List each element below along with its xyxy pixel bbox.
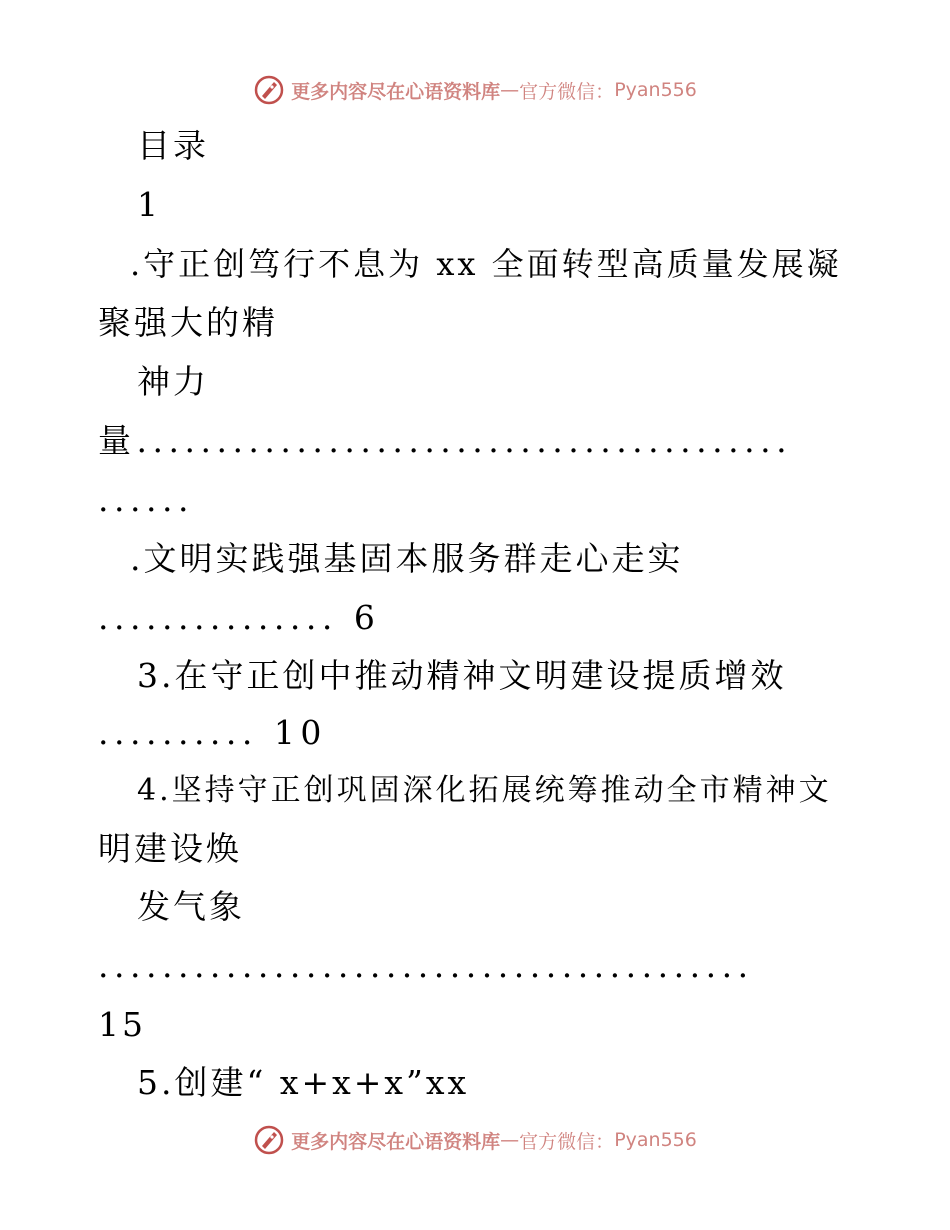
toc-line: 发气象 [137,887,245,926]
toc-line: ......................................... [98,946,754,985]
watermark-wechat-id: Pyan556 [614,1129,697,1151]
toc-line: 聚强大的精 [98,303,278,342]
toc-line: ............... 6 [98,598,381,637]
toc-line: 1 [137,185,161,224]
footer-watermark [0,1120,950,1160]
watermark-wechat-label: 官方微信： [519,80,615,103]
toc-line: 4.坚持守正创巩固深化拓展统筹推动全市精神文 [137,773,832,808]
toc-line: 5.创建“ x+x+x”xx [137,1063,470,1102]
watermark-brand: 更多内容尽在心语资料库 [291,1130,501,1153]
toc-line: .守正创笃行不息为 xx 全面转型高质量发展凝 [130,245,842,283]
toc-line: ...... [98,480,194,519]
pen-nib-logo-icon [253,74,285,106]
watermark-wechat-id: Pyan556 [614,79,697,101]
pen-nib-logo-icon [253,1124,285,1156]
toc-line: .文明实践强基固本服务群走心走实 [130,539,684,578]
toc-title: 目录 [137,126,209,165]
header-watermark [0,70,950,110]
toc-line: 15 [98,1005,146,1044]
watermark-separator: — [500,1129,520,1151]
toc-line: 明建设焕 [98,829,242,868]
watermark-brand: 更多内容尽在心语资料库 [291,80,501,103]
toc-line: 神力 [137,362,209,401]
watermark-wechat-label: 官方微信： [519,1130,615,1153]
toc-line: .......... 10 [98,713,327,752]
watermark-separator: — [500,79,520,101]
toc-line: 3.在守正创中推动精神文明建设提质增效 [137,656,787,695]
toc-line: 量......................................... [98,421,793,460]
